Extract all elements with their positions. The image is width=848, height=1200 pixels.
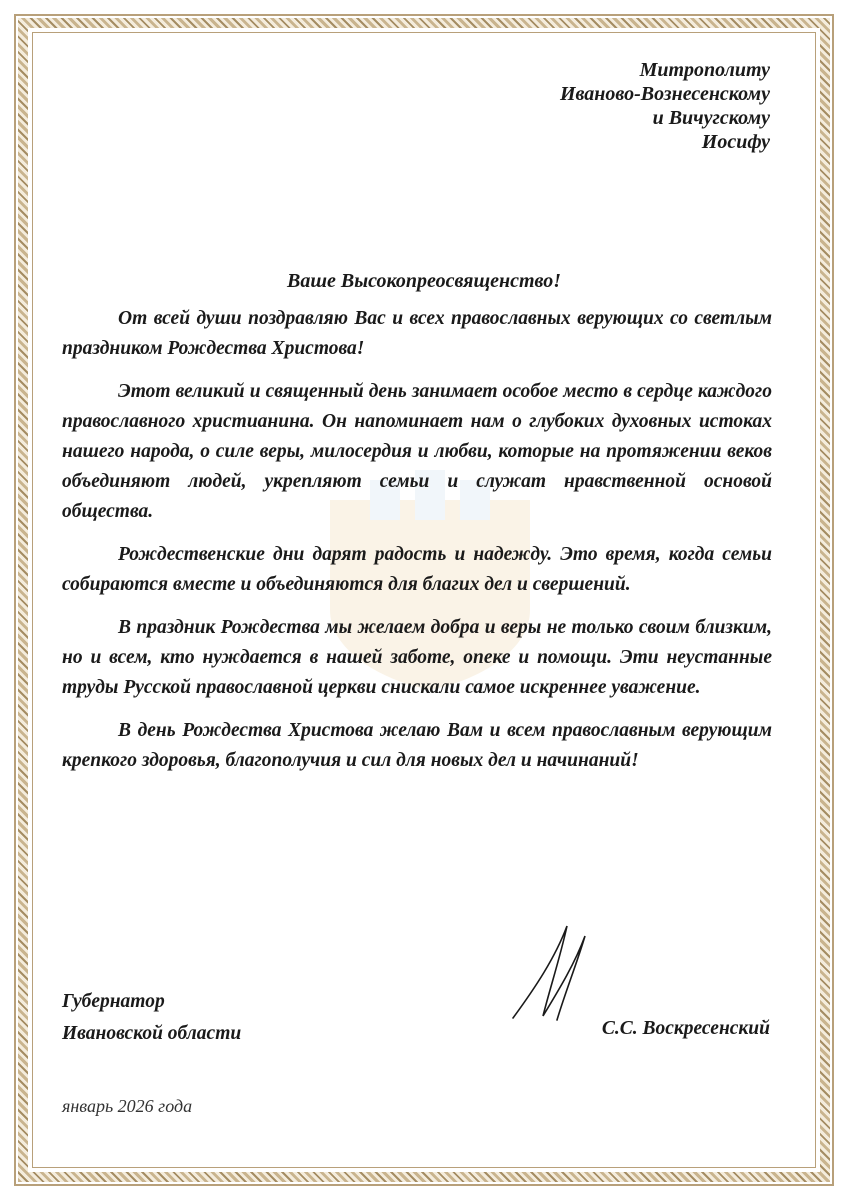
signer-title-line: Ивановской области <box>62 1023 242 1044</box>
body-paragraph: От всей души поздравляю Вас и всех православных верующих со светлым праздником Рождества Христова! <box>62 308 772 359</box>
addressee-line: Митрополиту <box>639 59 770 81</box>
body-paragraph: В день Рождества Христова желаю Вам и всем православным верующим крепкого здоровья, благополучия и сил для новых дел и начинаний! <box>62 720 772 771</box>
addressee-line: Иваново-Вознесенскому <box>559 83 770 105</box>
body-paragraph: Этот великий и священный день занимает особое место в сердце каждого православного христианина. Он напоминает нам о глубоких духовных истоках нашего народа, о силе веры, милосердия и любви, которые на протяжении веков объединяют людей, укрепляют семьи и служат нравственной основой общества. <box>62 381 772 522</box>
addressee-line: и Вичугскому <box>652 107 770 129</box>
body-paragraph: Рождественские дни дарят радость и надежду. Это время, когда семьи собираются вместе и объединяются для благих дел и свершений. <box>62 544 772 595</box>
addressee-block <box>560 58 770 154</box>
addressee-line: Иосифу <box>701 131 770 153</box>
signer-title-line: Губернатор <box>62 991 165 1012</box>
salutation: Ваше Высокопреосвященство! <box>287 270 561 292</box>
body-paragraph: В праздник Рождества мы желаем добра и веры не только своим близким, но и всем, кто нуждается в нашей заботе, опеке и помощи. Эти неустанные труды Русской православной церкви снискали самое искреннее уважение. <box>62 617 772 698</box>
signer-title <box>62 986 241 1050</box>
signer-name: С.С. Воскресенский <box>601 1018 770 1039</box>
letter-body <box>62 304 772 789</box>
handwritten-signature <box>505 918 595 1028</box>
letter-date: январь 2026 года <box>62 1096 193 1116</box>
